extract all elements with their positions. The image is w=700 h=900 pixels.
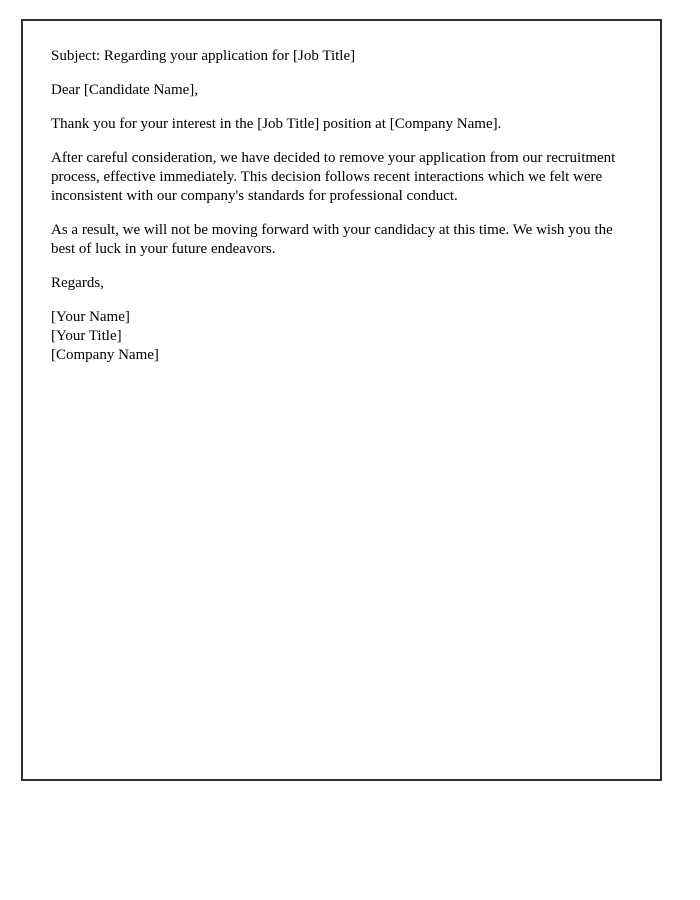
signature-name: [Your Name] <box>51 309 130 325</box>
subject-line: Subject: Regarding your application for [Job Title] <box>51 48 356 64</box>
paragraph-thank-you: Thank you for your interest in the [Job Title] position at [Company Name]. <box>51 116 502 132</box>
paragraph-removal-decision: After careful consideration, we have decided to remove your application from our recruitment process, effective immediately. This decision follows recent interactions which we felt were inconsistent with our company's standards for professional conduct. <box>51 150 616 204</box>
letter-page <box>21 19 662 781</box>
signature-title: [Your Title] <box>51 328 122 344</box>
greeting: Dear [Candidate Name], <box>51 82 199 98</box>
closing: Regards, <box>51 275 104 291</box>
paragraph-result: As a result, we will not be moving forward with your candidacy at this time. We wish you the best of luck in your future endeavors. <box>51 222 613 257</box>
signature-company: [Company Name] <box>51 347 159 363</box>
signature-block <box>51 308 634 365</box>
